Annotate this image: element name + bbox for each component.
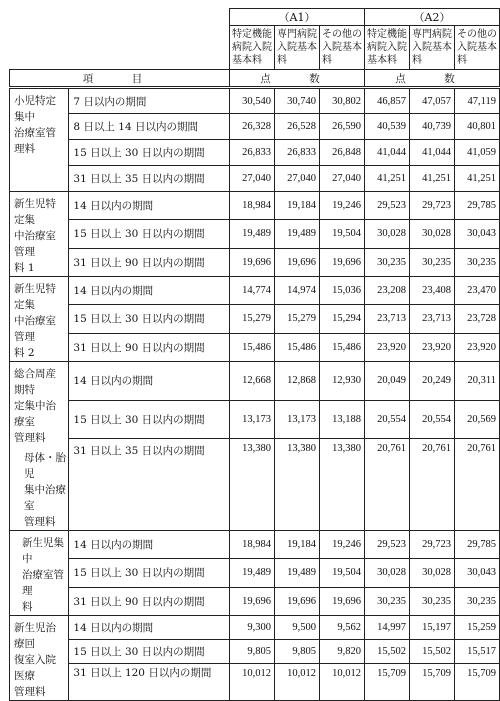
col-header-a2-sonota: その他の 入院基本 料 bbox=[454, 26, 499, 70]
period-label: 8 日以上 14 日以内の期間 bbox=[69, 114, 230, 140]
table-cell: 29,523 bbox=[364, 192, 409, 220]
table-cell: 47,057 bbox=[409, 88, 454, 114]
table-cell: 12,668 bbox=[229, 362, 274, 401]
table-cell: 20,554 bbox=[409, 400, 454, 439]
table-cell: 26,590 bbox=[319, 114, 364, 140]
col-header-a2-tokutei: 特定機能 病院入院 基本料 bbox=[364, 26, 409, 70]
table-cell: 30,028 bbox=[364, 220, 409, 248]
table-cell: 23,408 bbox=[409, 277, 454, 305]
points-header-a1: 点 数 bbox=[229, 70, 364, 88]
table-cell: 20,761 bbox=[454, 439, 499, 531]
category-label: 新生児治療回 復室入院医療 管理料 bbox=[10, 616, 69, 701]
table-cell: 15,294 bbox=[319, 305, 364, 333]
table-cell: 30,028 bbox=[364, 559, 409, 587]
table-cell: 30,802 bbox=[319, 88, 364, 114]
table-cell: 19,489 bbox=[229, 559, 274, 587]
period-label: 14 日以内の期間 bbox=[69, 192, 230, 220]
table-cell: 29,723 bbox=[409, 531, 454, 559]
table-cell: 10,012 bbox=[229, 664, 274, 701]
table-cell: 19,489 bbox=[229, 220, 274, 248]
category-label: 総合周産期特 定集中治療室 管理料 母体・胎児 集中治療室 管理料 bbox=[10, 362, 69, 531]
table-cell: 20,569 bbox=[454, 400, 499, 439]
table-cell: 19,184 bbox=[274, 531, 319, 559]
table-cell: 30,043 bbox=[454, 559, 499, 587]
period-label: 15 日以上 30 日以内の期間 bbox=[69, 639, 230, 664]
table-cell: 30,028 bbox=[409, 559, 454, 587]
period-label: 31 日以上 35 日以内の期間 bbox=[69, 439, 230, 531]
table-cell: 13,188 bbox=[319, 400, 364, 439]
table-cell: 19,246 bbox=[319, 531, 364, 559]
table-cell: 40,739 bbox=[409, 114, 454, 140]
table-cell: 19,696 bbox=[274, 587, 319, 615]
table-cell: 15,502 bbox=[409, 639, 454, 664]
item-header: 項 目 bbox=[10, 70, 230, 88]
table-cell: 15,486 bbox=[319, 333, 364, 361]
period-label: 15 日以上 30 日以内の期間 bbox=[69, 400, 230, 439]
period-label: 15 日以上 30 日以内の期間 bbox=[69, 140, 230, 166]
table-cell: 41,251 bbox=[364, 166, 409, 192]
table-cell: 9,805 bbox=[229, 639, 274, 664]
table-cell: 19,504 bbox=[319, 220, 364, 248]
table-cell: 15,486 bbox=[274, 333, 319, 361]
table-cell: 14,774 bbox=[229, 277, 274, 305]
table-cell: 30,235 bbox=[454, 587, 499, 615]
table-cell: 15,709 bbox=[454, 664, 499, 701]
category-label: 小児特定集中 治療室管理料 bbox=[10, 88, 69, 192]
table-cell: 18,984 bbox=[229, 531, 274, 559]
table-cell: 15,709 bbox=[364, 664, 409, 701]
table-cell: 30,235 bbox=[454, 248, 499, 276]
table-cell: 30,740 bbox=[274, 88, 319, 114]
header-blank bbox=[10, 9, 230, 26]
table-cell: 23,208 bbox=[364, 277, 409, 305]
table-cell: 14,974 bbox=[274, 277, 319, 305]
table-cell: 15,279 bbox=[229, 305, 274, 333]
table-cell: 12,930 bbox=[319, 362, 364, 401]
table-cell: 23,470 bbox=[454, 277, 499, 305]
table-cell: 23,920 bbox=[364, 333, 409, 361]
table-cell: 19,184 bbox=[274, 192, 319, 220]
period-label: 31 日以上 90 日以内の期間 bbox=[69, 248, 230, 276]
table-cell: 19,696 bbox=[319, 248, 364, 276]
col-header-a2-senmon: 専門病院 入院基本 料 bbox=[409, 26, 454, 70]
table-cell: 23,920 bbox=[454, 333, 499, 361]
category-label: 新生児集中 治療室管理 料 bbox=[10, 531, 69, 616]
table-cell: 23,920 bbox=[409, 333, 454, 361]
table-cell: 9,500 bbox=[274, 616, 319, 640]
table-cell: 41,251 bbox=[409, 166, 454, 192]
period-label: 14 日以内の期間 bbox=[69, 362, 230, 401]
table-cell: 13,173 bbox=[229, 400, 274, 439]
table-cell: 19,489 bbox=[274, 559, 319, 587]
table-cell: 10,012 bbox=[274, 664, 319, 701]
period-label: 15 日以上 30 日以内の期間 bbox=[69, 559, 230, 587]
table-cell: 26,848 bbox=[319, 140, 364, 166]
period-label: 31 日以上 90 日以内の期間 bbox=[69, 333, 230, 361]
group-header-a2: （A2） bbox=[364, 9, 499, 26]
table-cell: 41,059 bbox=[454, 140, 499, 166]
table-cell: 9,820 bbox=[319, 639, 364, 664]
table-cell: 9,562 bbox=[319, 616, 364, 640]
col-header-a1-senmon: 専門病院 入院基本 料 bbox=[274, 26, 319, 70]
table-cell: 14,997 bbox=[364, 616, 409, 640]
period-label: 15 日以上 30 日以内の期間 bbox=[69, 220, 230, 248]
period-label: 14 日以内の期間 bbox=[69, 531, 230, 559]
period-label: 31 日以上 35 日以内の期間 bbox=[69, 166, 230, 192]
table-cell: 19,489 bbox=[274, 220, 319, 248]
table-cell: 20,554 bbox=[364, 400, 409, 439]
table-cell: 19,696 bbox=[229, 587, 274, 615]
fee-table-document bbox=[9, 8, 500, 701]
table-cell: 26,833 bbox=[229, 140, 274, 166]
table-cell: 40,539 bbox=[364, 114, 409, 140]
table-cell: 20,761 bbox=[364, 439, 409, 531]
fee-table bbox=[9, 8, 500, 701]
period-label: 15 日以上 30 日以内の期間 bbox=[69, 305, 230, 333]
table-cell: 27,040 bbox=[274, 166, 319, 192]
table-cell: 15,486 bbox=[229, 333, 274, 361]
table-cell: 30,235 bbox=[364, 587, 409, 615]
table-cell: 15,197 bbox=[409, 616, 454, 640]
table-cell: 27,040 bbox=[229, 166, 274, 192]
table-cell: 9,805 bbox=[274, 639, 319, 664]
table-cell: 9,300 bbox=[229, 616, 274, 640]
period-label: 31 日以上 90 日以内の期間 bbox=[69, 587, 230, 615]
table-cell: 15,279 bbox=[274, 305, 319, 333]
table-cell: 13,380 bbox=[229, 439, 274, 531]
table-cell: 23,728 bbox=[454, 305, 499, 333]
table-cell: 30,540 bbox=[229, 88, 274, 114]
table-cell: 41,044 bbox=[364, 140, 409, 166]
group-header-a1: （A1） bbox=[229, 9, 364, 26]
table-cell: 20,761 bbox=[409, 439, 454, 531]
table-cell: 15,259 bbox=[454, 616, 499, 640]
table-cell: 26,328 bbox=[229, 114, 274, 140]
table-cell: 15,036 bbox=[319, 277, 364, 305]
category-label: 新生児特定集 中治療室管理 料 2 bbox=[10, 277, 69, 362]
table-cell: 15,709 bbox=[409, 664, 454, 701]
table-cell: 18,984 bbox=[229, 192, 274, 220]
table-cell: 23,713 bbox=[364, 305, 409, 333]
points-header-a2: 点 数 bbox=[364, 70, 499, 88]
table-cell: 41,044 bbox=[409, 140, 454, 166]
col-header-a1-sonota: その他の 入院基本 料 bbox=[319, 26, 364, 70]
table-cell: 29,723 bbox=[409, 192, 454, 220]
table-cell: 29,523 bbox=[364, 531, 409, 559]
table-cell: 19,246 bbox=[319, 192, 364, 220]
table-cell: 19,696 bbox=[319, 587, 364, 615]
category-label: 新生児特定集 中治療室管理 料 1 bbox=[10, 192, 69, 277]
table-cell: 20,311 bbox=[454, 362, 499, 401]
table-cell: 29,785 bbox=[454, 192, 499, 220]
table-cell: 15,517 bbox=[454, 639, 499, 664]
period-label: 7 日以内の期間 bbox=[69, 88, 230, 114]
table-cell: 19,504 bbox=[319, 559, 364, 587]
period-label: 14 日以内の期間 bbox=[69, 277, 230, 305]
table-cell: 12,868 bbox=[274, 362, 319, 401]
table-cell: 15,502 bbox=[364, 639, 409, 664]
table-cell: 47,119 bbox=[454, 88, 499, 114]
table-cell: 46,857 bbox=[364, 88, 409, 114]
period-label: 14 日以内の期間 bbox=[69, 616, 230, 640]
table-cell: 13,173 bbox=[274, 400, 319, 439]
table-cell: 30,235 bbox=[364, 248, 409, 276]
table-cell: 13,380 bbox=[319, 439, 364, 531]
col-header-a1-tokutei: 特定機能 病院入院 基本料 bbox=[229, 26, 274, 70]
table-cell: 41,251 bbox=[454, 166, 499, 192]
table-cell: 29,785 bbox=[454, 531, 499, 559]
table-cell: 40,801 bbox=[454, 114, 499, 140]
table-cell: 23,713 bbox=[409, 305, 454, 333]
table-cell: 20,049 bbox=[364, 362, 409, 401]
table-cell: 19,696 bbox=[229, 248, 274, 276]
table-cell: 30,028 bbox=[409, 220, 454, 248]
period-label: 31 日以上 120 日以内の期間 bbox=[69, 664, 230, 701]
table-cell: 13,380 bbox=[274, 439, 319, 531]
table-cell: 30,235 bbox=[409, 248, 454, 276]
table-cell: 30,043 bbox=[454, 220, 499, 248]
table-cell: 30,235 bbox=[409, 587, 454, 615]
table-cell: 27,040 bbox=[319, 166, 364, 192]
table-cell: 20,249 bbox=[409, 362, 454, 401]
table-cell: 26,528 bbox=[274, 114, 319, 140]
table-cell: 26,833 bbox=[274, 140, 319, 166]
table-cell: 19,696 bbox=[274, 248, 319, 276]
subcategory-label: 母体・胎児 集中治療室 管理料 bbox=[24, 452, 66, 528]
table-cell: 10,012 bbox=[319, 664, 364, 701]
